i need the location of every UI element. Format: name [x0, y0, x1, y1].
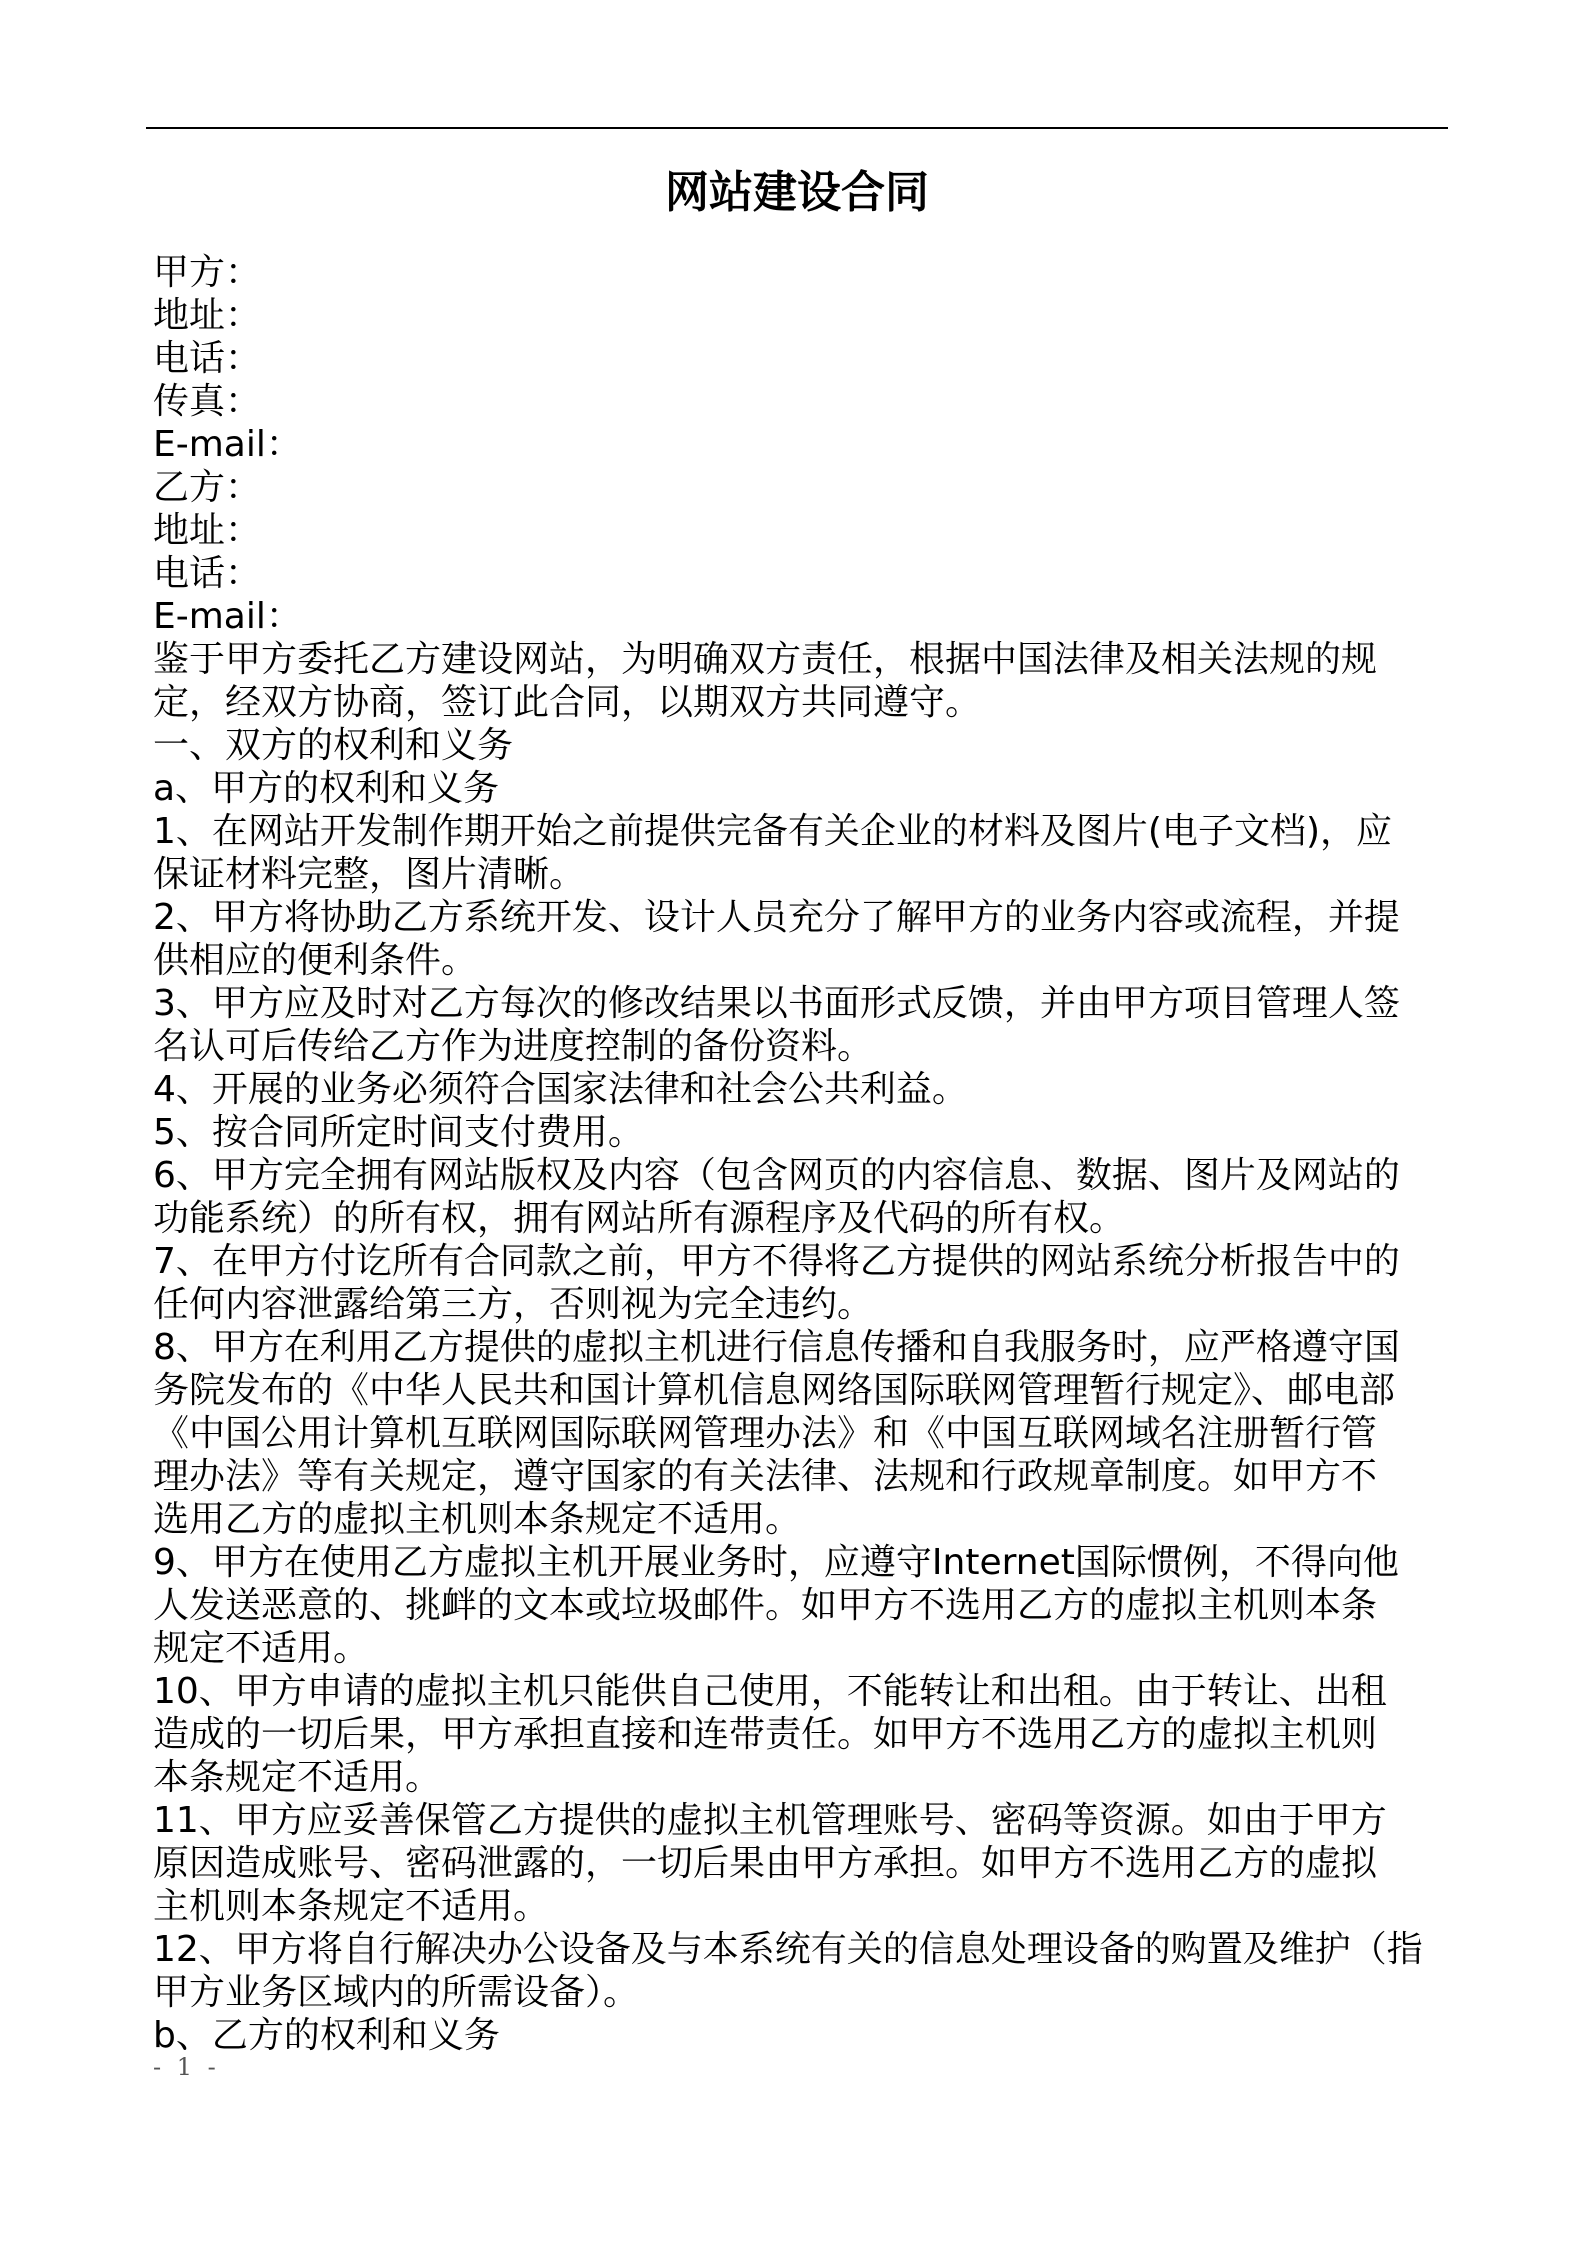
text-line: 9、甲方在使用乙方虚拟主机开展业务时，应遵守Internet国际惯例，不得向他 — [153, 1542, 1399, 1583]
text-line: 1、在网站开发制作期开始之前提供完备有关企业的材料及图片(电子文档)，应 — [153, 811, 1392, 852]
text-line: 鉴于甲方委托乙方建设网站，为明确双方责任，根据中国法律及相关法规的规 — [153, 639, 1378, 680]
text-line: 传真： — [153, 381, 262, 422]
text-line: 电话： — [153, 553, 262, 594]
text-line: 地址： — [153, 510, 262, 551]
text-line: E-mail： — [153, 424, 302, 465]
text-line: 5、按合同所定时间支付费用。 — [153, 1112, 644, 1153]
text-line: 7、在甲方付讫所有合同款之前，甲方不得将乙方提供的网站系统分析报告中的 — [153, 1241, 1400, 1282]
text-line: 3、甲方应及时对乙方每次的修改结果以书面形式反馈，并由甲方项目管理人签 — [153, 983, 1400, 1024]
text-line: 任何内容泄露给第三方，否则视为完全违约。 — [153, 1284, 874, 1325]
text-line: 供相应的便利条件。 — [153, 940, 478, 981]
text-line: 人发送恶意的、挑衅的文本或垃圾邮件。如甲方不选用乙方的虚拟主机则本条 — [153, 1585, 1378, 1626]
text-line: 规定不适用。 — [153, 1628, 370, 1669]
text-line: 4、开展的业务必须符合国家法律和社会公共利益。 — [153, 1069, 968, 1110]
text-line: 本条规定不适用。 — [153, 1757, 442, 1798]
text-line: 地址： — [153, 295, 262, 336]
text-line: 原因造成账号、密码泄露的，一切后果由甲方承担。如甲方不选用乙方的虚拟 — [153, 1843, 1378, 1884]
text-line: 8、甲方在利用乙方提供的虚拟主机进行信息传播和自我服务时，应严格遵守国 — [153, 1327, 1400, 1368]
text-line: 造成的一切后果，甲方承担直接和连带责任。如甲方不选用乙方的虚拟主机则 — [153, 1714, 1378, 1755]
text-line: 2、甲方将协助乙方系统开发、设计人员充分了解甲方的业务内容或流程，并提 — [153, 897, 1400, 938]
header-rule — [146, 127, 1448, 129]
text-line: 选用乙方的虚拟主机则本条规定不适用。 — [153, 1499, 802, 1540]
text-line: 名认可后传给乙方作为进度控制的备份资料。 — [153, 1026, 874, 1067]
text-line: 理办法》等有关规定，遵守国家的有关法律、法规和行政规章制度。如甲方不 — [153, 1456, 1378, 1497]
text-line: 电话： — [153, 338, 262, 379]
text-line: 11、甲方应妥善保管乙方提供的虚拟主机管理账号、密码等资源。如由于甲方 — [153, 1800, 1387, 1841]
document-title: 网站建设合同 — [665, 167, 929, 218]
text-line: 12、甲方将自行解决办公设备及与本系统有关的信息处理设备的购置及维护（指 — [153, 1929, 1423, 1970]
text-line: 功能系统）的所有权，拥有网站所有源程序及代码的所有权。 — [153, 1198, 1126, 1239]
text-line: 定，经双方协商，签订此合同，以期双方共同遵守。 — [153, 682, 982, 723]
text-line: 6、甲方完全拥有网站版权及内容（包含网页的内容信息、数据、图片及网站的 — [153, 1155, 1400, 1196]
text-line: 主机则本条规定不适用。 — [153, 1886, 550, 1927]
page-number: - 1 - — [153, 2053, 220, 2081]
text-line: 甲方： — [153, 252, 262, 293]
text-line: E-mail： — [153, 596, 302, 637]
text-line: 务院发布的《中华人民共和国计算机信息网络国际联网管理暂行规定》、邮电部 — [153, 1370, 1396, 1411]
text-line: 一、双方的权利和义务 — [153, 725, 514, 766]
text-line: 保证材料完整，图片清晰。 — [153, 854, 586, 895]
contract-body — [153, 251, 1443, 2057]
text-line: b、乙方的权利和义务 — [153, 2015, 500, 2056]
text-line: a、甲方的权利和义务 — [153, 768, 500, 809]
text-line: 《中国公用计算机互联网国际联网管理办法》和《中国互联网域名注册暂行管 — [153, 1413, 1378, 1454]
text-line: 甲方业务区域内的所需设备）。 — [153, 1972, 640, 2013]
text-line: 10、甲方申请的虚拟主机只能供自己使用，不能转让和出租。由于转让、出租 — [153, 1671, 1387, 1712]
text-line: 乙方： — [153, 467, 262, 508]
